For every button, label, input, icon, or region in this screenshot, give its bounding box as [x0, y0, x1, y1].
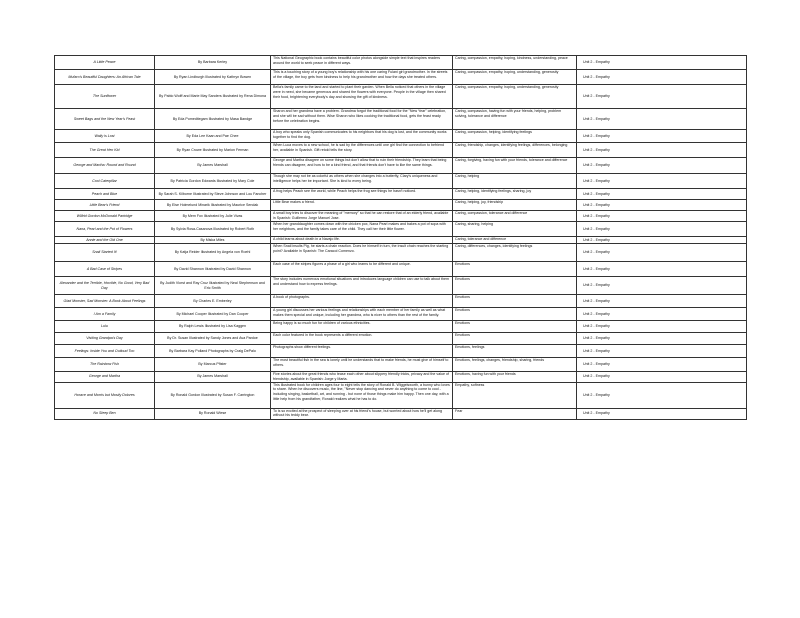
book-themes: Caring, compassion, helping, identifying feelings	[453, 130, 577, 143]
book-title: Peach and Blue	[55, 189, 155, 200]
book-unit: Unit 2 - Empathy	[577, 143, 747, 158]
book-title: George and Martha: Round and Round	[55, 158, 155, 174]
table-row	[55, 408, 747, 419]
book-themes: Caring, sharing, helping	[453, 222, 577, 237]
table-row	[55, 295, 747, 308]
book-author: By Ralph Lewis Illustrated by Lisa Kaggen	[155, 321, 271, 333]
book-title: Little Bear's Friend	[55, 200, 155, 211]
book-summary: Bella's family came to the land and started to plant their garden. When Bella noticed that others in the village were in need, she became generous and shared the flowers with everyone. People in the village then shared their food, brightening everybody's day and showing the gift of kindness.	[271, 85, 453, 109]
book-title: Visiting Grandpa's Day	[55, 333, 155, 345]
book-unit: Unit 2 - Empathy	[577, 382, 747, 408]
book-unit: Unit 2 - Empathy	[577, 244, 747, 262]
book-title: Nana, Pearl and the Pot of Flowers	[55, 222, 155, 237]
book-unit: Unit 2 - Empathy	[577, 70, 747, 85]
book-title: Lulu	[55, 321, 155, 333]
book-author: By Mem Fox Illustrated by Julie Vivas	[155, 211, 271, 222]
book-themes: Caring, helping	[453, 174, 577, 189]
book-themes: Caring, helping, joy, friendship	[453, 200, 577, 211]
book-themes: Caring, friendship, changes, identifying feelings, differences, belonging	[453, 143, 577, 158]
book-unit: Unit 2 - Empathy	[577, 158, 747, 174]
book-unit: Unit 2 - Empathy	[577, 321, 747, 333]
book-author: By Else Holmelund Minarik Illustrated by Maurice Sendak	[155, 200, 271, 211]
table-row	[55, 174, 747, 189]
book-author: By Eda Lee Kaan and Pae Chee	[155, 130, 271, 143]
table-row	[55, 211, 747, 222]
book-themes: Caring, helping, identifying feelings, sharing, joy	[453, 189, 577, 200]
table-row	[55, 158, 747, 174]
table-row	[55, 372, 747, 383]
book-summary: Five stories about the great friends who tease each other about slippery friendly tricks, privacy and the value of friendship, available in Spanish: Jorge y Marta.	[271, 372, 453, 383]
book-summary: Little Bear makes a friend.	[271, 200, 453, 211]
book-unit: Unit 2 - Empathy	[577, 56, 747, 70]
book-summary: This illustrated book for children ages four to eight tells the story of Ronald B. Wiggelsworth, a bunny who loves to share. When he discovers music, the line, "Never stop dancing and never do anything to come to cool - including singing, basketball, art, and running - but none of those things make him happy. Then one day, with a little help from his grandfather, Ronald realizes what he has to do.	[271, 382, 453, 408]
book-unit: Unit 2 - Empathy	[577, 308, 747, 321]
table-row	[55, 189, 747, 200]
book-summary: Each color featured in the book represents a different emotion.	[271, 333, 453, 345]
book-unit: Unit 2 - Empathy	[577, 345, 747, 358]
book-author: By Ryan Lindburgh Illustrated by Kathryn Bowen	[155, 70, 271, 85]
book-unit: Unit 2 - Empathy	[577, 174, 747, 189]
book-title: Annie and the Old One	[55, 237, 155, 244]
book-themes: Emotions	[453, 333, 577, 345]
book-themes: Fear	[453, 408, 577, 419]
book-title: Alexander and the Terrible, Horrible, No Good, Very Bad Day	[55, 277, 155, 295]
book-unit: Unit 2 - Empathy	[577, 237, 747, 244]
book-summary: George and Martha disagree on some things but don't allow that to ruin their friendship. They learn that being friends can disagree, and how to be a kind friend, and that friends don't have to like the same things.	[271, 158, 453, 174]
book-summary: Being happy is so much fun for children of various ethnicities.	[271, 321, 453, 333]
book-themes: Emotions, feelings, changes, friendship, sharing, friends	[453, 358, 577, 372]
book-author: By Barbara Kerley	[155, 56, 271, 70]
book-themes: Caring, compassion, empathy, hoping, kindness, understanding, peace	[453, 56, 577, 70]
book-unit: Unit 2 - Empathy	[577, 262, 747, 277]
book-themes: Caring, compassion, empathy, hoping, understanding, generosity	[453, 85, 577, 109]
book-title: Sweet Bags and the New Year's Feast	[55, 109, 155, 130]
book-unit: Unit 2 - Empathy	[577, 358, 747, 372]
book-themes: Emotions	[453, 308, 577, 321]
book-unit: Unit 2 - Empathy	[577, 211, 747, 222]
table-row	[55, 382, 747, 408]
book-unit: Unit 2 - Empathy	[577, 222, 747, 237]
book-title: Glad Monster, Sad Monster: A Book About Feelings	[55, 295, 155, 308]
book-title: A Bad Case of Stripes	[55, 262, 155, 277]
book-themes: Empathy, softness	[453, 382, 577, 408]
book-author: By Michael Cooper Illustrated by Dan Cooper	[155, 308, 271, 321]
book-author: By James Marshall	[155, 158, 271, 174]
book-author: By Ryan Crowe Illustrated by Marion Ferman	[155, 143, 271, 158]
book-themes: Emotions	[453, 295, 577, 308]
book-title: I Am a Family	[55, 308, 155, 321]
book-summary: To is so excited at the prospect of sleeping over at his friend's house, but worried about how he'll get along without his teddy bear.	[271, 408, 453, 419]
table-row	[55, 321, 747, 333]
book-title: Wilfrid Gordon McDonald Partridge	[55, 211, 155, 222]
book-author: By Sylvia Rosa-Casanova Illustrated by Robert Roth	[155, 222, 271, 237]
book-summary: Though she may not be as colorful as others when she changes into a butterfly, Clary's uniqueness and intelligence helps her be important. She is kind to every being.	[271, 174, 453, 189]
book-title: Snail Started It!	[55, 244, 155, 262]
book-title: Horace and Morris but Mostly Dolores	[55, 382, 155, 408]
book-author: By Ronald Gordon Illustrated by Susan F. Carrington	[155, 382, 271, 408]
book-author: By Barbara Kay Polland Photographs by Craig DePalo	[155, 345, 271, 358]
book-summary: This National Geographic book contains beautiful color photos alongside simple text that inspires readers around the world to seek peace in different ways.	[271, 56, 453, 70]
book-themes: Caring, tolerance and difference	[453, 237, 577, 244]
table-row	[55, 345, 747, 358]
book-author: By Pablo Wolff and Marie May Sanders Illustrated by Rena Dimona	[155, 85, 271, 109]
book-title: George and Martha	[55, 372, 155, 383]
book-summary: A frog helps Peach see the world, while Peach helps the frog see things he hasn't noticed.	[271, 189, 453, 200]
book-themes: Caring, compassion, empathy, hoping, understanding, generosity	[453, 70, 577, 85]
book-summary: A small boy tries to discover the meaning of "memory" so that he can restore that of an elderly friend, available in Spanish: Guillermo Jorge Manuel Jose.	[271, 211, 453, 222]
table-row	[55, 244, 747, 262]
book-summary: The story includes numerous emotional situations and introduces language children can use to talk about them and understand how to express feelings.	[271, 277, 453, 295]
book-themes: Emotions, having fun with your friends	[453, 372, 577, 383]
book-summary: The most beautiful fish in the sea is lonely until he understands that to make friends, he must give of himself to others.	[271, 358, 453, 372]
book-author: By Patricia Gordon Edwards Illustrated by Mary Cole	[155, 174, 271, 189]
book-title: Feelings: Inside You and Outloud Too	[55, 345, 155, 358]
book-unit: Unit 2 - Empathy	[577, 200, 747, 211]
table-row	[55, 143, 747, 158]
table-row	[55, 130, 747, 143]
book-author: By Charles E. Emberley	[155, 295, 271, 308]
book-summary: A young girl discusses her various feelings and relationships with each member of her family as well as what makes them special and unique, including her grandma, who is nicer to others than the rest of the family.	[271, 308, 453, 321]
book-themes: Emotions	[453, 277, 577, 295]
book-author: By David Shannon Illustrated by David Shannon	[155, 262, 271, 277]
book-author: By Miska Miles	[155, 237, 271, 244]
table-row	[55, 358, 747, 372]
table-row	[55, 56, 747, 70]
book-themes: Caring, differences, changes, identifying feelings	[453, 244, 577, 262]
table-row	[55, 85, 747, 109]
book-summary: This is a touching story of a young boy's relationship with his one caring Fulani girl grandmother. In the streets of the village, the boy gets from kindness to help his grandmother and how the days she treated others.	[271, 70, 453, 85]
book-unit: Unit 2 - Empathy	[577, 372, 747, 383]
book-author: By Eda Pomeditegam Illustrated by Masa Bandge	[155, 109, 271, 130]
book-summary: A boy who speaks only Spanish communicates to his neighbors that his dog is lost, and the community works together to find the dog.	[271, 130, 453, 143]
book-author: By Sarah S. Kilborne Illustrated by Steve Johnson and Lou Fancher	[155, 189, 271, 200]
book-author: By Katja Reider Illustrated by Angela von Roehl	[155, 244, 271, 262]
book-author: By Judith Viorst and Ray Cruz Illustrated by Neal Stephenson and Eric Smith	[155, 277, 271, 295]
book-summary: Photographs show different feelings.	[271, 345, 453, 358]
table-row	[55, 308, 747, 321]
table-row	[55, 333, 747, 345]
book-themes: Caring, forgiving, having fun with your friends, tolerance and difference	[453, 158, 577, 174]
book-summary: When Luca moves to a new school, he is sad by the differences until one girl find the connection to befriend her, available in Spanish. Gift retold tells the story.	[271, 143, 453, 158]
book-author: By Marcus Pfister	[155, 358, 271, 372]
table-row	[55, 277, 747, 295]
book-title: Cool Caterpillar	[55, 174, 155, 189]
table-row	[55, 222, 747, 237]
book-themes: Emotions, feelings	[453, 345, 577, 358]
book-summary: When her granddaughter comes down with the chicken pox, Nana Pearl makes and bakes a pot of sopa with her neighbors, and the family takes care of the child. They call her their little flower.	[271, 222, 453, 237]
table-row	[55, 109, 747, 130]
book-title: The Sunflower	[55, 85, 155, 109]
books-table	[54, 55, 747, 420]
table-row	[55, 200, 747, 211]
book-unit: Unit 2 - Empathy	[577, 109, 747, 130]
book-title: Mufaro's Beautiful Daughters: An African Tale	[55, 70, 155, 85]
book-summary: Sharon and her grandma have a problem. Grandma forgot the traditional food for the "New Year" celebration, and she will be sad without them. Wise Sharon who likes cooking the traditional food, gets the feast ready before the celebration begins.	[271, 109, 453, 130]
book-unit: Unit 2 - Empathy	[577, 333, 747, 345]
book-author: By Ronald Wiese	[155, 408, 271, 419]
book-author: By Dr. Susan Illustrated by Sandy Jones and Ava Pardoe	[155, 333, 271, 345]
book-summary: When Snail insults Pig, he starts a chain reaction. Does he himself in turn, the insult chain reaches the starting point? Available in Spanish: The Caracol Comenzo.	[271, 244, 453, 262]
book-themes: Emotions	[453, 321, 577, 333]
book-unit: Unit 2 - Empathy	[577, 408, 747, 419]
book-unit: Unit 2 - Empathy	[577, 85, 747, 109]
book-themes: Caring, compassion, tolerance and difference	[453, 211, 577, 222]
table-row	[55, 70, 747, 85]
book-themes: Emotions	[453, 262, 577, 277]
book-title: A Little Peace	[55, 56, 155, 70]
book-title: The Rainbow Fish	[55, 358, 155, 372]
book-title: Wally is Lost	[55, 130, 155, 143]
book-unit: Unit 2 - Empathy	[577, 130, 747, 143]
book-summary: A child learns about death in a Navajo life.	[271, 237, 453, 244]
book-title: No Sleep Ben	[55, 408, 155, 419]
table-row	[55, 262, 747, 277]
book-title: The Great Hen Kid	[55, 143, 155, 158]
book-unit: Unit 2 - Empathy	[577, 189, 747, 200]
book-themes: Caring, compassion, having fun with your friends, helping, problem solving, tolerance and difference	[453, 109, 577, 130]
table-body	[55, 56, 747, 420]
table-row	[55, 237, 747, 244]
book-unit: Unit 2 - Empathy	[577, 277, 747, 295]
book-summary: A book of photographs.	[271, 295, 453, 308]
book-summary: Each case of the stripes figures a phase of a girl who learns to be different and unique.	[271, 262, 453, 277]
book-author: By James Marshall	[155, 372, 271, 383]
book-unit: Unit 2 - Empathy	[577, 295, 747, 308]
